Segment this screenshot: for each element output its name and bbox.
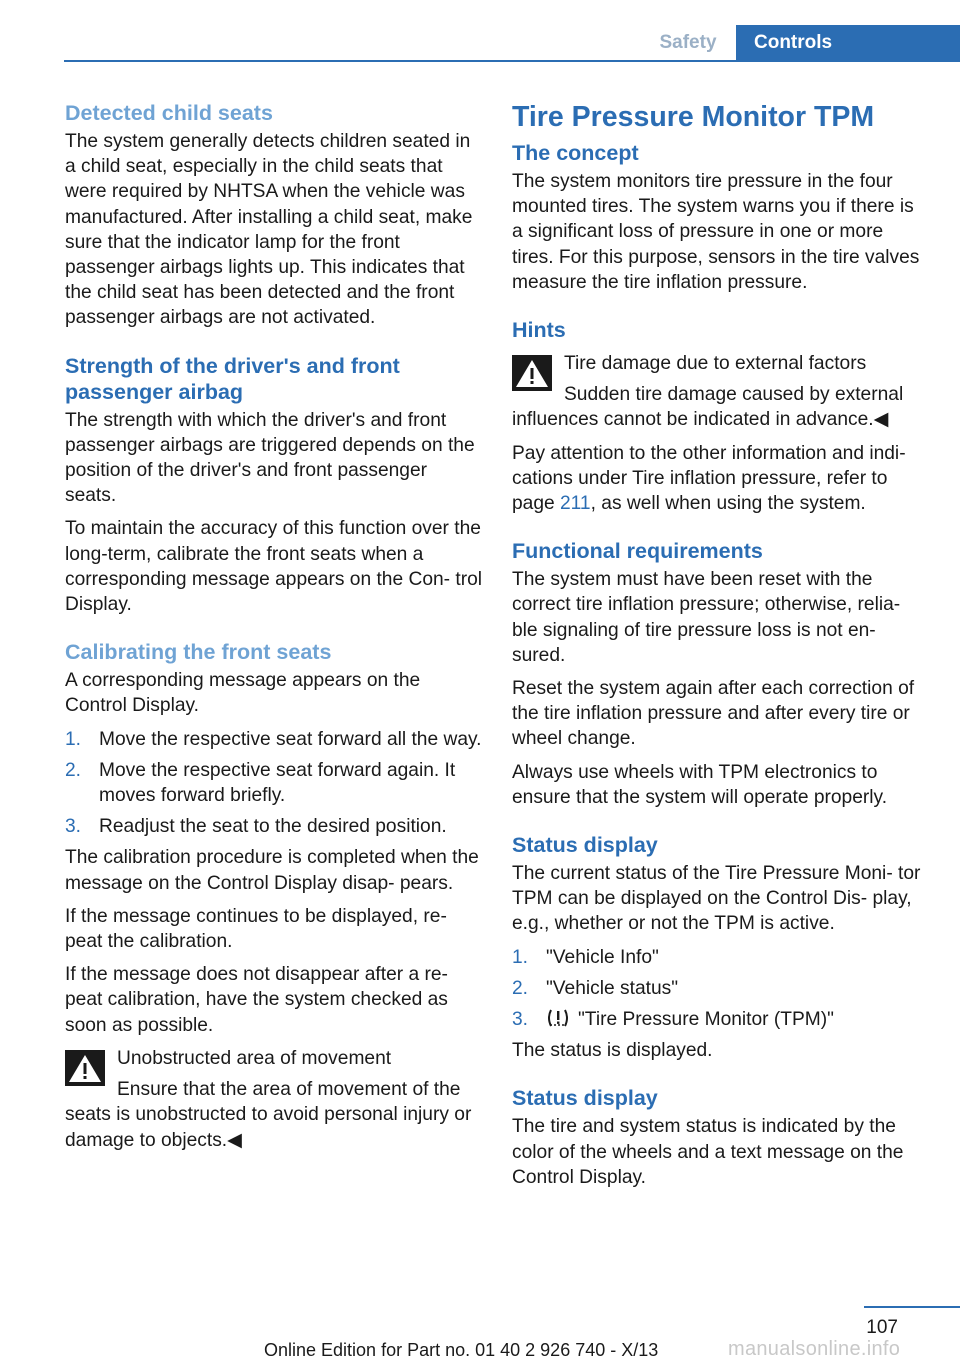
heading-status-display: Status display: [512, 833, 658, 858]
paragraph-functional-2: Reset the system again after each correction of the tire inflation pressure and after every tire or wheel change.: [512, 678, 915, 750]
step-number: 3.: [65, 816, 82, 838]
header-rule: [64, 60, 960, 62]
heading-functional-requirements: Functional requirements: [512, 539, 763, 564]
watermark: manualsonline.info: [728, 1338, 901, 1360]
paragraph-airbag-strength-2: To maintain the accuracy of this function over the long-term, calibrate the front seats when a corresponding message appears on the Con‐ trol Display.: [65, 518, 483, 616]
paragraph-airbag-strength-1: The strength with which the driver's and front passenger airbags are triggered depends on the position of the driver's and front passenger seats.: [65, 409, 475, 507]
paragraph-status-display-2: The tire and system status is indicated by the color of the wheels and a text message on the Control Display.: [512, 1116, 904, 1188]
step-text: "Tire Pressure Monitor (TPM)": [578, 1009, 834, 1031]
paragraph-functional-3: Always use wheels with TPM electronics to ensure that the system will operate properly.: [512, 761, 888, 808]
heading-hints: Hints: [512, 318, 566, 343]
paragraph-functional-1: The system must have been reset with the correct tire inflation pressure; otherwise, relia‐ ble signaling of tire pressure loss is not en‐ sured.: [512, 569, 901, 666]
step-number: 3.: [512, 1009, 529, 1031]
warning-body: Ensure that the area of movement of the seats is unobstructed to avoid personal injury or damage to objects.◀: [65, 1079, 472, 1151]
edition-info: Online Edition for Part no. 01 40 2 926 740 - X/13: [264, 1340, 659, 1360]
heading-airbag-strength: Strength of the driver's and front passenger airbag: [65, 353, 400, 404]
step-text: "Vehicle Info": [546, 946, 659, 968]
paragraph-calibrating: A corresponding message appears on the Control Display.: [65, 670, 421, 717]
hints-text-a: Pay attention to the other information and indi‐ cations under Tire inflation pressure, refer to page: [512, 442, 906, 515]
paragraph-repeat-calibration: If the message continues to be displayed, re‐ peat the calibration.: [65, 905, 447, 953]
paragraph-status-display: The current status of the Tire Pressure Moni‐ tor TPM can be displayed on the Control Dis‐ play, e.g., whether or not the TPM is active.: [512, 863, 921, 935]
footer-rule: [864, 1306, 960, 1308]
warning-title: Tire damage due to external factors: [564, 353, 867, 375]
header-tab-safety: Safety: [659, 32, 717, 53]
list-item: [512, 976, 928, 1001]
list-item: [512, 945, 928, 970]
calibration-steps: [65, 727, 483, 840]
heading-calibrating-front-seats: Calibrating the front seats: [65, 640, 332, 665]
warning-title: Unobstructed area of movement: [117, 1047, 392, 1069]
page-number: 107: [866, 1317, 898, 1338]
hints-text-b: , as well when using the system.: [590, 493, 866, 515]
page-reference-link[interactable]: 211: [560, 493, 591, 515]
left-column: [65, 100, 483, 1161]
warning-tire-damage: [512, 351, 928, 433]
warning-body: Sudden tire damage caused by external influences cannot be indicated in advance.◀: [512, 384, 904, 431]
paragraph-concept: The system monitors tire pressure in the four mounted tires. The system warns you if there is a significant loss of pressure in one or more tires. For this purpose, sensors in the tire valves measure the tire inflation pressure.: [512, 171, 920, 293]
paragraph-have-checked: If the message does not disappear after a re‐ peat calibration, have the system checked as soon as possible.: [65, 964, 448, 1036]
right-column: [512, 100, 928, 1198]
paragraph-hints: [512, 441, 928, 517]
header-tab-controls: Controls: [736, 25, 960, 62]
step-number: 1.: [65, 728, 82, 750]
heading-detected-child-seats: Detected child seats: [65, 101, 273, 125]
status-steps: [512, 945, 928, 1033]
warning-unobstructed-area: [65, 1046, 483, 1153]
paragraph-detected-child-seats: The system generally detects children seated in a child seat, especially in the child seats that were required by NHTSA when the vehicle was manufactured. After installing a child seat, make sure that the indicator lamp for the front passenger airbags lights up. This indicates that the child seat has been detected and the front passenger airbags are not activated.: [65, 131, 473, 329]
heading-the-concept: The concept: [512, 141, 639, 165]
warning-triangle-icon: [65, 1050, 105, 1086]
step-number: 2.: [65, 759, 82, 781]
paragraph-calibration-complete: The calibration procedure is completed when the message on the Control Display disap‐ pears.: [65, 847, 479, 894]
paragraph-status-displayed: The status is displayed.: [512, 1040, 713, 1062]
step-text: "Vehicle status": [546, 977, 679, 999]
step-number: 1.: [512, 946, 529, 968]
step-text: Readjust the seat to the desired position.: [99, 816, 447, 838]
tire-pressure-warning-icon: [546, 1008, 570, 1028]
list-item: [65, 758, 483, 808]
heading-status-display-2: Status display: [512, 1086, 658, 1111]
list-item: [512, 1007, 928, 1032]
step-number: 2.: [512, 977, 529, 999]
list-item: [65, 727, 483, 752]
warning-triangle-icon: [512, 355, 552, 391]
heading-tire-pressure-monitor: Tire Pressure Monitor TPM: [512, 101, 875, 133]
list-item: [65, 814, 483, 839]
step-text: Move the respective seat forward again. It moves forward briefly.: [99, 759, 456, 807]
step-text: Move the respective seat forward all the way.: [99, 728, 482, 750]
